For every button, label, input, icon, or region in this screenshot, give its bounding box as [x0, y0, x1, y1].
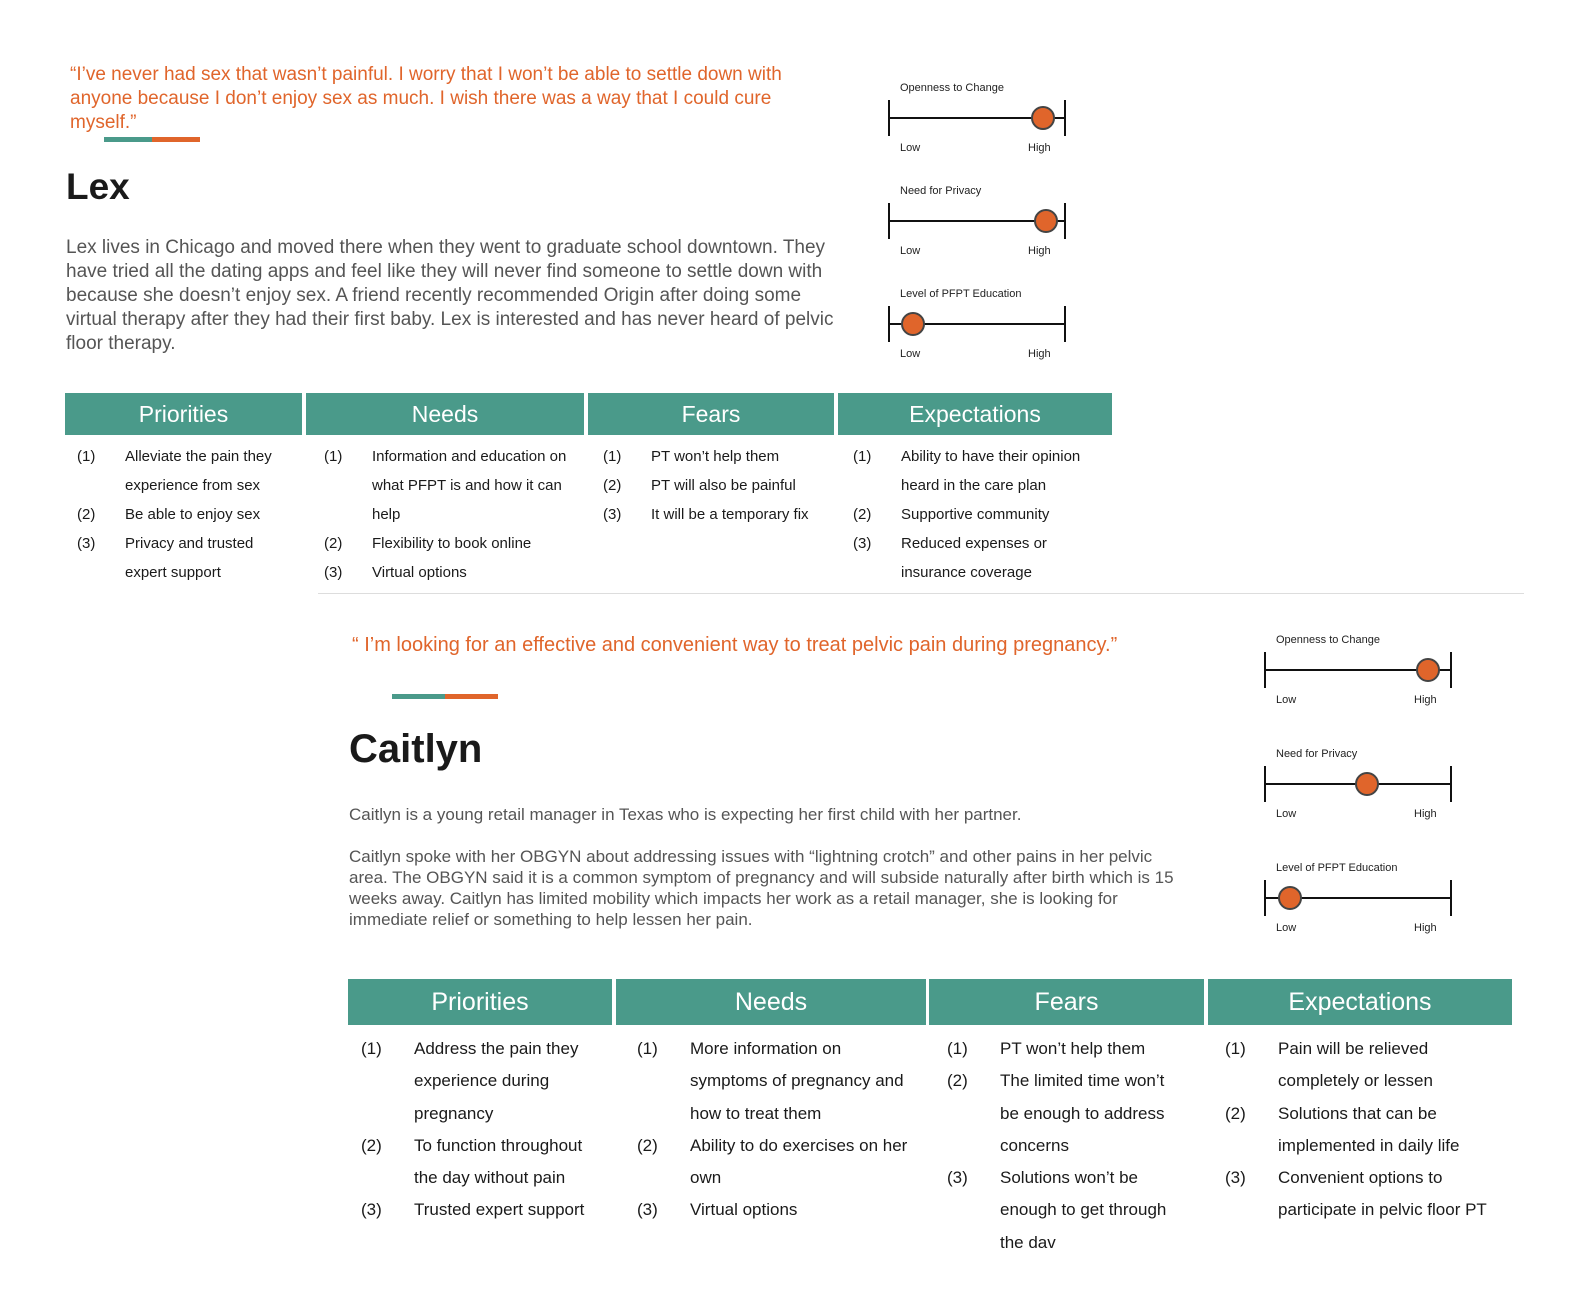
slider-marker — [1031, 106, 1055, 130]
column-priorities — [77, 442, 299, 587]
list-item — [1225, 1162, 1510, 1227]
slider-low-label: Low — [1276, 922, 1297, 934]
list-item-number: (2) — [947, 1071, 968, 1091]
list-item-number: (2) — [324, 535, 343, 552]
column-expectations — [853, 442, 1108, 587]
list-item-number: (3) — [77, 535, 96, 552]
accent-bar — [104, 137, 200, 142]
column-expectations — [1225, 1033, 1510, 1227]
list-item-number: (2) — [853, 506, 872, 523]
list-item — [324, 529, 569, 558]
slider-pfpt-education — [1264, 862, 1464, 942]
list-item-number: (1) — [1225, 1039, 1246, 1058]
slider-marker — [1278, 886, 1302, 910]
persona-bio-intro: Caitlyn is a young retail manager in Texas who is expecting her first child with her partner. — [349, 805, 1022, 824]
slider-high-label: High — [1028, 348, 1051, 360]
column-needs — [324, 442, 569, 587]
list-item-text: Reduced expenses or insurance coverage — [901, 535, 1047, 581]
list-item — [1225, 1033, 1510, 1098]
slider-label: Need for Privacy — [900, 185, 982, 197]
list-item-text: The limited time won’t be enough to address concerns — [1000, 1071, 1165, 1155]
list-item — [853, 442, 1108, 500]
slider-label: Openness to Change — [900, 82, 1004, 94]
slider-marker — [901, 312, 925, 336]
list-item — [947, 1033, 1187, 1065]
list-item-text: Be able to enjoy sex — [125, 506, 261, 523]
list-item-text: Solutions that can be implemented in daily life — [1278, 1103, 1460, 1155]
list-item-text: Alleviate the pain they experience from sex — [125, 448, 272, 494]
column-priorities — [361, 1033, 609, 1227]
list-item — [637, 1194, 923, 1226]
column-needs — [637, 1033, 923, 1227]
list-item — [324, 558, 569, 587]
column-fears — [603, 442, 831, 529]
slider-marker — [1034, 209, 1058, 233]
slider-low-label: Low — [900, 348, 921, 360]
list-item-number: (3) — [637, 1200, 658, 1220]
slider-cap-high — [1450, 880, 1452, 916]
list-item-text: Virtual options — [690, 1200, 798, 1220]
list-item — [853, 529, 1108, 587]
slider-label: Need for Privacy — [1276, 748, 1358, 760]
persona-quote: “ I’m looking for an effective and convenient way to treat pelvic pain during pregnancy.” — [352, 634, 1118, 656]
list-item-text: Ability to do exercises on her own — [690, 1135, 908, 1188]
list-item-text: Convenient options to participate in pelvic floor PT — [1278, 1168, 1487, 1220]
slider-cap-high — [1450, 652, 1452, 688]
list-item-number: (1) — [853, 448, 872, 465]
list-item-text: Solutions won’t be enough to get through the dav — [1000, 1168, 1167, 1252]
list-item-text: More information on symptoms of pregnancy and how to treat them — [690, 1039, 904, 1123]
list-item-text: Trusted expert support — [414, 1200, 585, 1220]
list-item-text: Ability to have their opinion heard in the care plan — [901, 448, 1081, 494]
slider-need-for-privacy — [888, 185, 1078, 265]
column-header-fears: Fears — [929, 979, 1204, 1025]
slider-openness-to-change — [1264, 634, 1464, 714]
list-item-number: (1) — [603, 448, 622, 465]
list-item-text: Address the pain they experience during pregnancy — [414, 1039, 579, 1123]
persona-name: Lex — [66, 166, 130, 207]
list-item-number: (3) — [1225, 1168, 1246, 1188]
list-item-text: Information and education on what PFPT is and how it can help — [372, 448, 567, 523]
column-header-priorities: Priorities — [65, 393, 302, 435]
persona-quote: “I’ve never had sex that wasn’t painful. I worry that I won’t be able to settle down with anyone because I don’t enjoy sex as much. I wish there was a way that I could cure myself.” — [70, 64, 782, 133]
slider-high-label: High — [1028, 142, 1051, 154]
list-item — [77, 500, 299, 529]
list-item-number: (2) — [603, 477, 622, 494]
slider-pfpt-education — [888, 288, 1078, 368]
list-item-number: (2) — [1225, 1103, 1246, 1123]
list-item-number: (3) — [947, 1168, 968, 1188]
column-fears — [947, 1033, 1187, 1259]
list-item-number: (1) — [361, 1039, 382, 1058]
list-item-number: (1) — [637, 1039, 658, 1058]
list-item — [637, 1033, 923, 1130]
list-item — [603, 442, 831, 471]
list-item — [947, 1162, 1187, 1259]
slider-high-label: High — [1414, 694, 1437, 706]
list-item-text: It will be a temporary fix — [651, 506, 809, 523]
list-item-number: (1) — [324, 448, 343, 465]
slider-openness-to-change — [888, 82, 1078, 162]
list-item-text: PT will also be painful — [651, 477, 796, 494]
list-item — [603, 500, 831, 529]
column-header-fears: Fears — [588, 393, 834, 435]
accent-bar — [392, 694, 498, 699]
list-item-number: (3) — [603, 506, 622, 523]
list-item-number: (1) — [947, 1039, 968, 1058]
slider-high-label: High — [1414, 922, 1437, 934]
column-header-needs: Needs — [616, 979, 926, 1025]
list-item — [361, 1033, 609, 1130]
slider-marker — [1416, 658, 1440, 682]
list-item — [603, 471, 831, 500]
persona-name: Caitlyn — [349, 727, 483, 771]
slider-low-label: Low — [900, 142, 921, 154]
list-item — [361, 1130, 609, 1195]
list-item-number: (3) — [361, 1200, 382, 1220]
column-header-needs: Needs — [306, 393, 584, 435]
list-item-text: Pain will be relieved completely or lessen — [1278, 1039, 1433, 1091]
column-header-expectations: Expectations — [838, 393, 1112, 435]
list-item-text: PT won’t help them — [1000, 1039, 1146, 1058]
list-item-text: Virtual options — [372, 564, 467, 581]
list-item — [637, 1130, 923, 1195]
slider-low-label: Low — [900, 245, 921, 257]
slider-cap-high — [1064, 100, 1066, 136]
column-header-priorities: Priorities — [348, 979, 612, 1025]
slider-cap-high — [1064, 306, 1066, 342]
slider-label: Level of PFPT Education — [900, 288, 1022, 300]
slider-high-label: High — [1028, 245, 1051, 257]
slider-cap-high — [1450, 766, 1452, 802]
section-divider — [318, 593, 1524, 594]
list-item-number: (3) — [853, 535, 872, 552]
column-header-expectations: Expectations — [1208, 979, 1512, 1025]
slider-low-label: Low — [1276, 808, 1297, 820]
list-item-number: (3) — [324, 564, 343, 581]
list-item — [853, 500, 1108, 529]
list-item-text: PT won’t help them — [651, 448, 780, 465]
list-item-number: (2) — [637, 1135, 658, 1155]
list-item-number: (1) — [77, 448, 96, 465]
slider-marker — [1355, 772, 1379, 796]
slider-low-label: Low — [1276, 694, 1297, 706]
list-item — [77, 442, 299, 500]
list-item-number: (2) — [77, 506, 96, 523]
list-item — [947, 1065, 1187, 1162]
list-item — [1225, 1098, 1510, 1163]
list-item-text: Flexibility to book online — [372, 535, 532, 552]
slider-high-label: High — [1414, 808, 1437, 820]
slider-label: Level of PFPT Education — [1276, 862, 1398, 874]
slider-need-for-privacy — [1264, 748, 1464, 828]
list-item-text: Supportive community — [901, 506, 1050, 523]
persona-bio-detail: Caitlyn spoke with her OBGYN about addressing issues with “lightning crotch” and other pains in her pelvic area. The OBGYN said it is a common symptom of pregnancy and will subside naturally after birth which is 15 weeks away. Caitlyn has limited mobility which impacts her work as a retail manager, she is looking for immediate relief or something to help lessen her pain. — [349, 847, 1174, 929]
list-item — [361, 1194, 609, 1226]
list-item-text: To function throughout the day without pain — [414, 1135, 583, 1188]
slider-label: Openness to Change — [1276, 634, 1380, 646]
list-item-text: Privacy and trusted expert support — [125, 535, 254, 581]
list-item — [324, 442, 569, 529]
list-item-number: (2) — [361, 1135, 382, 1155]
list-item — [77, 529, 299, 587]
slider-cap-high — [1064, 203, 1066, 239]
persona-bio: Lex lives in Chicago and moved there when they went to graduate school downtown. They have tried all the dating apps and feel like they will never find someone to settle down with because she doesn’t enjoy sex. A friend recently recommended Origin after doing some virtual therapy after they had their first baby. Lex is interested and has never heard of pelvic floor therapy. — [66, 237, 834, 354]
